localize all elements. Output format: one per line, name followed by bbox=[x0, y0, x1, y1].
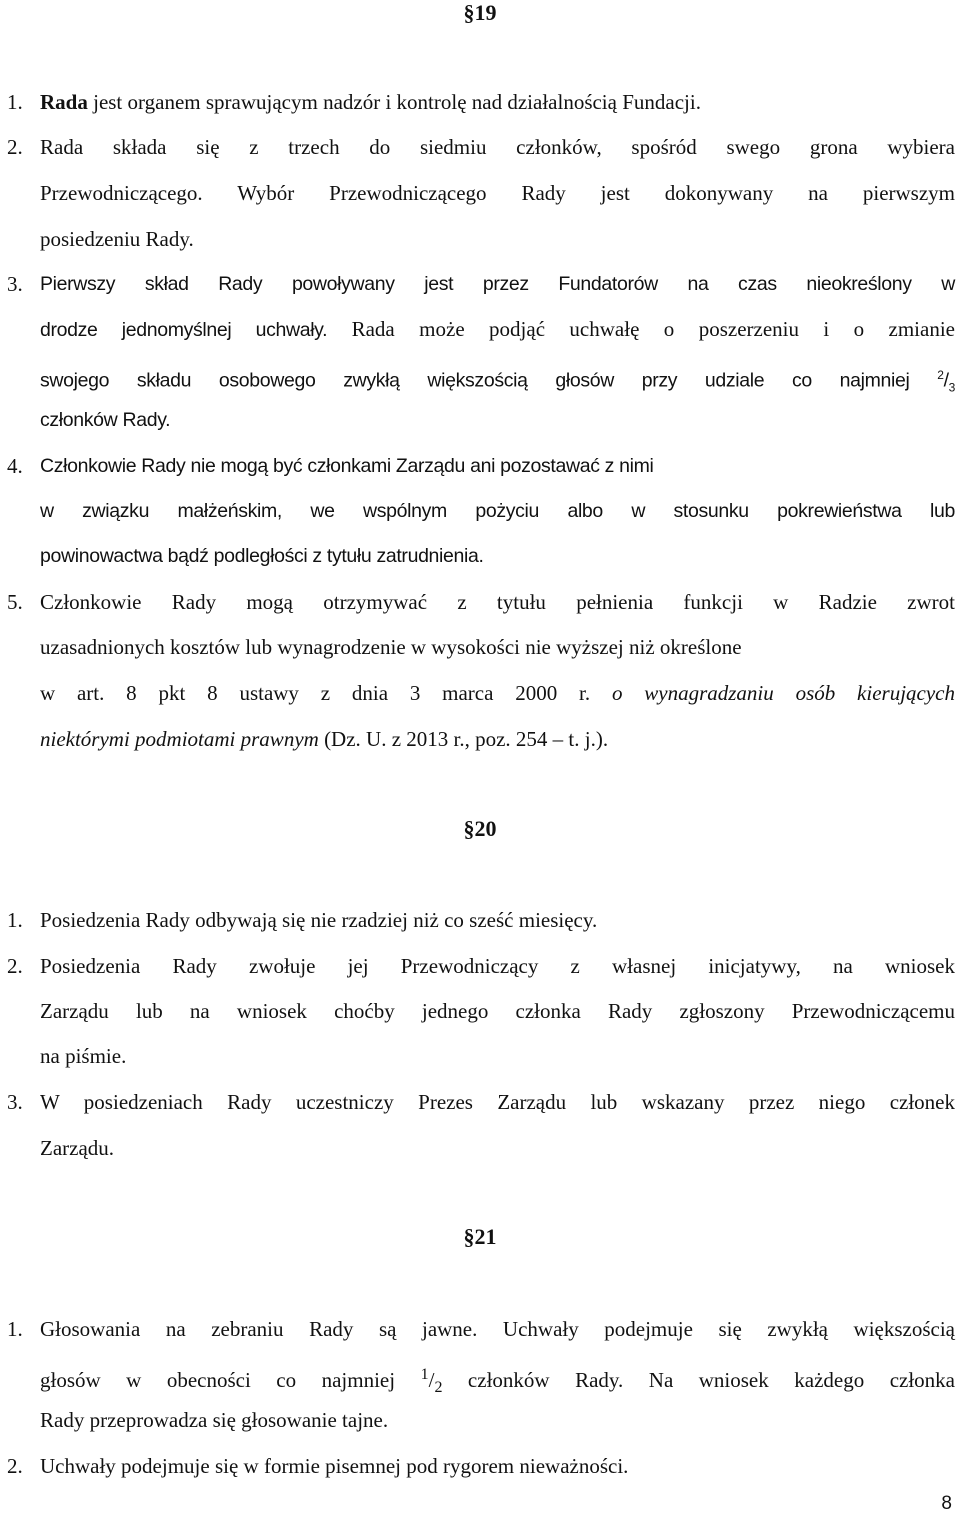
s19-p5-text-4b: (Dz. U. z 2013 r., poz. 254 – t. j.). bbox=[318, 727, 609, 751]
s19-p1-number: 1. bbox=[7, 90, 23, 114]
page-number: 8 bbox=[941, 1493, 952, 1514]
s19-p2-text-3: posiedzeniu Rady. bbox=[40, 227, 194, 251]
s19-p1-bold: Rada bbox=[40, 90, 88, 114]
s19-p3-text-3: swojego składu osobowego zwykłą większością głosów przy udziale co najmniej $^2/_3$ bbox=[40, 368, 955, 395]
s20-p1-number: 1. bbox=[7, 908, 23, 932]
section-21-title: §21 bbox=[463, 1224, 497, 1249]
s21-p1-number: 1. bbox=[7, 1317, 23, 1341]
s19-p3-text-1: Pierwszy skład Rady powoływany jest przez Fundatorów na czas nieokreślony w bbox=[40, 273, 955, 295]
s20-p2-text-1: Posiedzenia Rady zwołuje jej Przewodniczący z własnej inicjatywy, na wniosek bbox=[40, 954, 955, 978]
two-thirds-numerator: 2 bbox=[937, 368, 944, 382]
section-19-title: §19 bbox=[463, 0, 497, 25]
s21-p1-text-1: Głosowania na zebraniu Rady są jawne. Uchwały podejmuje się zwykłą większością bbox=[40, 1317, 955, 1341]
s19-p5-number: 5. bbox=[7, 590, 23, 614]
s19-p4-text-3: powinowactwa bądź podległości z tytułu zatrudnienia. bbox=[40, 545, 484, 567]
s19-p4-text-2: w związku małżeńskim, we wspólnym pożyciu albo w stosunku pokrewieństwa lub bbox=[40, 500, 955, 522]
s19-p4-text-1: Członkowie Rady nie mogą być członkami Zarządu ani pozostawać z nimi bbox=[40, 455, 654, 477]
one-half-numerator: 1 bbox=[420, 1366, 429, 1383]
s19-p3-text-2b: Rada może podjąć uchwałę o poszerzeniu i o zmianie bbox=[327, 317, 955, 341]
s19-p3-number: 3. bbox=[7, 272, 23, 296]
s21-p1-text-2a: głosów w obecności co najmniej bbox=[40, 1368, 421, 1392]
s20-p2-number: 2. bbox=[7, 954, 23, 978]
s19-p1-text: jest organem sprawującym nadzór i kontrolę nad działalnością Fundacji. bbox=[87, 90, 701, 114]
s19-p2-text-2: Przewodniczącego. Wybór Przewodniczącego Rady jest dokonywany na pierwszym bbox=[40, 181, 955, 205]
two-thirds-denominator: 3 bbox=[948, 380, 955, 395]
s20-p1-text: Posiedzenia Rady odbywają się nie rzadziej niż co sześć miesięcy. bbox=[40, 908, 598, 932]
s19-p2-text-1: Rada składa się z trzech do siedmiu członków, spośród swego grona wybiera bbox=[40, 135, 955, 159]
section-19-heading bbox=[0, 0, 960, 26]
s20-p3-text-1: W posiedzeniach Rady uczestniczy Prezes Zarządu lub wskazany przez niego członek bbox=[40, 1090, 955, 1114]
s20-p3-text-2: Zarządu. bbox=[40, 1136, 115, 1160]
s19-p3-text-4: członków Rady. bbox=[40, 409, 171, 431]
section-20-title: §20 bbox=[463, 816, 497, 841]
s21-p2-text: Uchwały podejmuje się w formie pisemnej pod rygorem nieważności. bbox=[40, 1454, 629, 1478]
s20-p2-text-2: Zarządu lub na wniosek choćby jednego członka Rady zgłoszony Przewodniczącemu bbox=[40, 999, 955, 1023]
s21-p2-number: 2. bbox=[7, 1454, 23, 1478]
s20-p3-number: 3. bbox=[7, 1090, 23, 1114]
s19-p5-text-2: uzasadnionych kosztów lub wynagrodzenie w wysokości nie wyższej niż określone bbox=[40, 635, 742, 659]
section-21-heading bbox=[0, 1224, 960, 1250]
s19-p5-text-1: Członkowie Rady mogą otrzymywać z tytułu pełnienia funkcji w Radzie zwrot bbox=[40, 590, 955, 614]
one-half-denominator: 2 bbox=[434, 1379, 443, 1397]
s19-p2-number: 2. bbox=[7, 135, 23, 159]
s19-p4-number: 4. bbox=[7, 454, 23, 478]
section-20-heading bbox=[0, 816, 960, 842]
s19-p3-text-3-main: swojego składu osobowego zwykłą większością głosów przy udziale co najmniej bbox=[40, 369, 938, 392]
s21-p1-text-3: Rady przeprowadza się głosowanie tajne. bbox=[40, 1408, 389, 1432]
s21-p1-text-2b: członków Rady. Na wniosek każdego członka bbox=[442, 1368, 955, 1392]
s19-p5-text-4a-italic: niektórymi podmiotami prawnym bbox=[40, 727, 319, 751]
s19-p3-text-2a: drodze jednomyślnej uchwały. bbox=[40, 319, 328, 341]
s21-p1-text-2: głosów w obecności co najmniej $^1/_2$ członków Rady. Na wniosek każdego członka bbox=[40, 1366, 955, 1397]
s19-p5-text-3b-italic: o wynagradzaniu osób kierujących bbox=[611, 681, 956, 705]
s19-p5-text-3a: w art. 8 pkt 8 ustawy z dnia 3 marca 2000 r. bbox=[40, 681, 612, 705]
s20-p2-text-3: na piśmie. bbox=[40, 1044, 127, 1068]
